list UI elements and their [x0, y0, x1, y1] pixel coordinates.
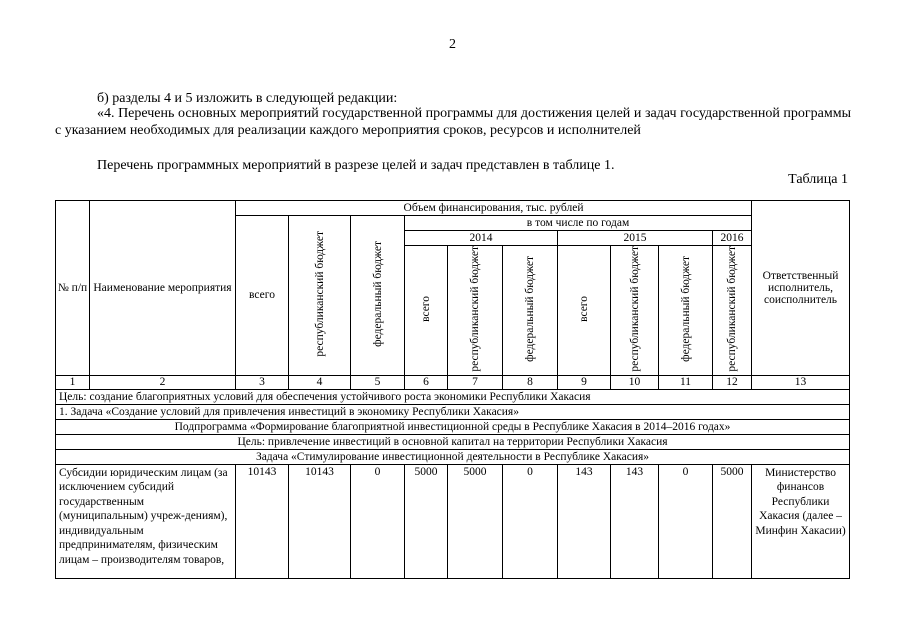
subprogram-row: Подпрограмма «Формирование благоприятной инвестиционной среды в Республике Хакасия в 2014–2016 годах»	[56, 419, 850, 434]
subgoal-row: Цель: привлечение инвестиций в основной капитал на территории Республики Хакасия	[56, 434, 850, 449]
col-number: 7	[448, 375, 503, 389]
header-name: Наименование мероприятия	[90, 201, 236, 376]
col-number: 4	[289, 375, 351, 389]
header-2014-federal: федеральный бюджет	[524, 255, 536, 362]
header-2014-total: всего	[420, 295, 432, 322]
header-number: № п/п	[56, 201, 90, 376]
col-number: 12	[713, 375, 752, 389]
value-republican: 10143	[289, 464, 351, 578]
table-label: Таблица 1	[788, 172, 848, 187]
value-total: 10143	[236, 464, 289, 578]
col-number: 5	[351, 375, 405, 389]
task-row: 1. Задача «Создание условий для привлечения инвестиций в экономику Республики Хакасия»	[56, 404, 850, 419]
header-2016-republican: республиканский бюджет	[726, 246, 738, 372]
header-year-2016: 2016	[713, 231, 752, 246]
header-responsible: Ответственный исполнитель, соисполнитель	[752, 201, 850, 376]
subtask-row: Задача «Стимулирование инвестиционной деятельности в Республике Хакасия»	[56, 449, 850, 464]
header-2015-republican: республиканский бюджет	[628, 246, 641, 372]
header-by-years: в том числе по годам	[405, 216, 752, 231]
col-number: 10	[611, 375, 659, 389]
paragraph-sections: б) разделы 4 и 5 изложить в следующей редакции:	[97, 91, 398, 106]
value-2014-federal: 0	[503, 464, 558, 578]
header-year-2014: 2014	[405, 231, 558, 246]
measure-name: Субсидии юридическим лицам (за исключением субсидий государственным (муниципальным) учреж-дениям), индивидуальным предпринимателям, физическим лицам – производителям товаров,	[56, 464, 236, 578]
value-2015-republican: 143	[611, 464, 659, 578]
value-2015-federal: 0	[659, 464, 713, 578]
header-total: всего	[236, 216, 289, 376]
value-2015-total: 143	[558, 464, 611, 578]
col-number: 2	[90, 375, 236, 389]
col-number: 13	[752, 375, 850, 389]
responsible-executor: Министерство финансов Республики Хакасия (далее – Минфин Хакасии)	[752, 464, 850, 578]
col-number: 9	[558, 375, 611, 389]
header-year-2015: 2015	[558, 231, 713, 246]
paragraph-table-intro: Перечень программных мероприятий в разрезе целей и задач представлен в таблице 1.	[97, 158, 615, 173]
paragraph-section-4-title: «4. Перечень основных мероприятий государственной программы для достижения целей и задач государственной программы с указанием необходимых для реализации каждого мероприятия сроков, ресурсов и исполнителей	[55, 106, 851, 138]
value-2014-total: 5000	[405, 464, 448, 578]
goal-row: Цель: создание благоприятных условий для обеспечения устойчивого роста экономики Республики Хакасия	[56, 389, 850, 404]
col-number: 1	[56, 375, 90, 389]
header-financing: Объем финансирования, тыс. рублей	[236, 201, 752, 216]
value-2014-republican: 5000	[448, 464, 503, 578]
header-2014-republican: республиканский бюджет	[469, 246, 481, 372]
header-federal-budget: федеральный бюджет	[371, 240, 384, 347]
col-number: 6	[405, 375, 448, 389]
col-number: 8	[503, 375, 558, 389]
page-number: 2	[449, 37, 456, 52]
header-2015-federal: федеральный бюджет	[679, 255, 692, 362]
value-federal: 0	[351, 464, 405, 578]
header-2015-total: всего	[578, 295, 590, 322]
measures-table	[55, 200, 850, 579]
header-republican-budget: республиканский бюджет	[313, 231, 326, 357]
value-2016-republican: 5000	[713, 464, 752, 578]
col-number: 11	[659, 375, 713, 389]
col-number: 3	[236, 375, 289, 389]
